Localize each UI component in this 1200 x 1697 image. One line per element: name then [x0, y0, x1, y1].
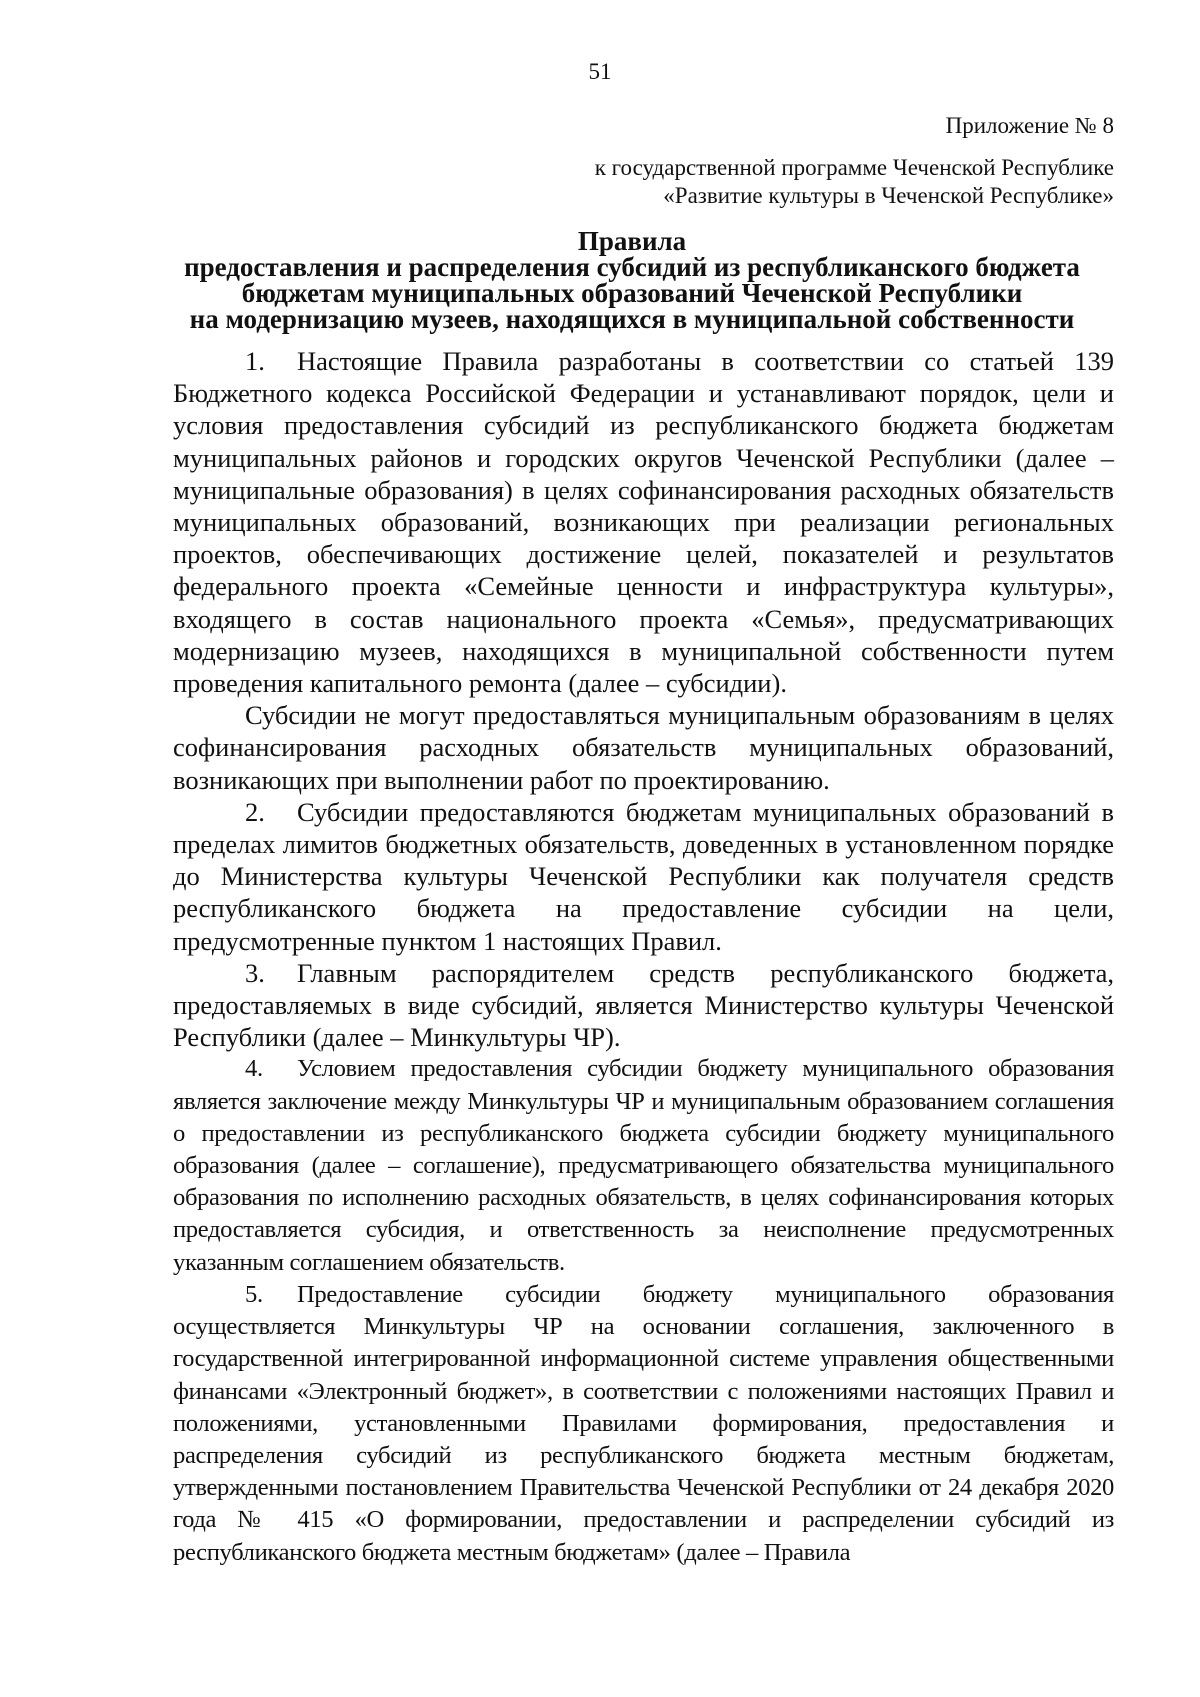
appendix-line-1: к государственной программе Чеченской Республике	[594, 155, 1114, 180]
appendix-line-2: «Развитие культуры в Чеченской Республике»	[663, 183, 1114, 208]
title-line-4: на модернизацию музеев, находящихся в муниципальной собственности	[189, 304, 1075, 334]
title-line-3: бюджетам муниципальных образований Чеченской Республики	[241, 278, 1023, 308]
document-body	[173, 345, 1114, 1569]
paragraph-5-number: 5.	[245, 1280, 263, 1308]
appendix-number: Приложение № 8	[945, 113, 1114, 138]
paragraph-1-number: 1.	[245, 346, 265, 376]
paragraph-1b-text: Субсидии не могут предоставляться муниципальным образованиям в целях софинансирования расходных обязательств муниципальных образований, возникающих при выполнении работ по проектированию.	[173, 700, 1114, 795]
title-line-2: предоставления и распределения субсидий из республиканского бюджета	[184, 252, 1080, 282]
paragraph-4-text: Условием предоставления субсидии бюджету муниципального образования является заключение между Минкультуры ЧР и муниципальным образованием соглашения о предоставлении из республиканского бюджета субсидии бюджету муниципального образования (далее – соглашение), предусматривающего обязательства муниципального образования по исполнению расходных обязательств, в целях софинансирования которых предоставляется субсидия, и ответственность за неисполнение предусмотренных указанным соглашением обязательств.	[173, 1055, 1114, 1276]
paragraph-1	[173, 345, 1114, 699]
paragraph-2-number: 2.	[245, 796, 265, 827]
paragraph-4-number: 4.	[245, 1055, 263, 1083]
paragraph-2	[173, 796, 1114, 957]
appendix-header	[414, 112, 1114, 210]
paragraph-1-text: Настоящие Правила разработаны в соответствии со статьей 139 Бюджетного кодекса Российской Федерации и устанавливают порядок, цели и условия предоставления субсидий из республиканского бюджета бюджетам муниципальных районов и городских округов Чеченской Республики (далее – муниципальные образования) в целях софинансирования расходных обязательств муниципальных образований, возникающих при реализации региональных проектов, обеспечивающих достижение целей, показателей и результатов федерального проекта «Семейные ценности и инфраструктура культуры», входящего в состав национального проекта «Семья», предусматривающих модернизацию музеев, находящихся в муниципальной собственности путем проведения капитального ремонта (далее – субсидии).	[173, 346, 1114, 699]
paragraph-3-number: 3.	[245, 957, 265, 988]
title-line-1: Правила	[577, 226, 687, 256]
document-title	[150, 228, 1114, 332]
paragraph-1b	[173, 699, 1114, 796]
paragraph-5-text: Предоставление субсидии бюджету муниципального образования осуществляется Минкультуры ЧР на основании соглашения, заключенного в государственной интегрированной информационной системе управления общественными финансами «Электронный бюджет», в соответствии с положениями настоящих Правил и положениями, установленными Правилами формирования, предоставления и распределения субсидий из республиканского бюджета местным бюджетам, утвержденными постановлением Правительства Чеченской Республики от 24 декабря 2020 года № 415 «О формировании, предоставлении и распределении субсидий из республиканского бюджета местным бюджетам» (далее – Правила	[173, 1280, 1114, 1566]
paragraph-5	[173, 1279, 1114, 1569]
paragraph-3	[173, 957, 1114, 1054]
page-number: 51	[588, 59, 612, 84]
paragraph-3-text: Главным распорядителем средств республиканского бюджета, предоставляемых в виде субсидий, является Министерство культуры Чеченской Республики (далее – Минкультуры ЧР).	[173, 957, 1114, 1053]
paragraph-2-text: Субсидии предоставляются бюджетам муниципальных образований в пределах лимитов бюджетных обязательств, доведенных в установленном порядке до Министерства культуры Чеченской Республики как получателя средств республиканского бюджета на предоставление субсидии на цели, предусмотренные пунктом 1 настоящих Правил.	[173, 796, 1114, 956]
paragraph-4	[173, 1053, 1114, 1278]
